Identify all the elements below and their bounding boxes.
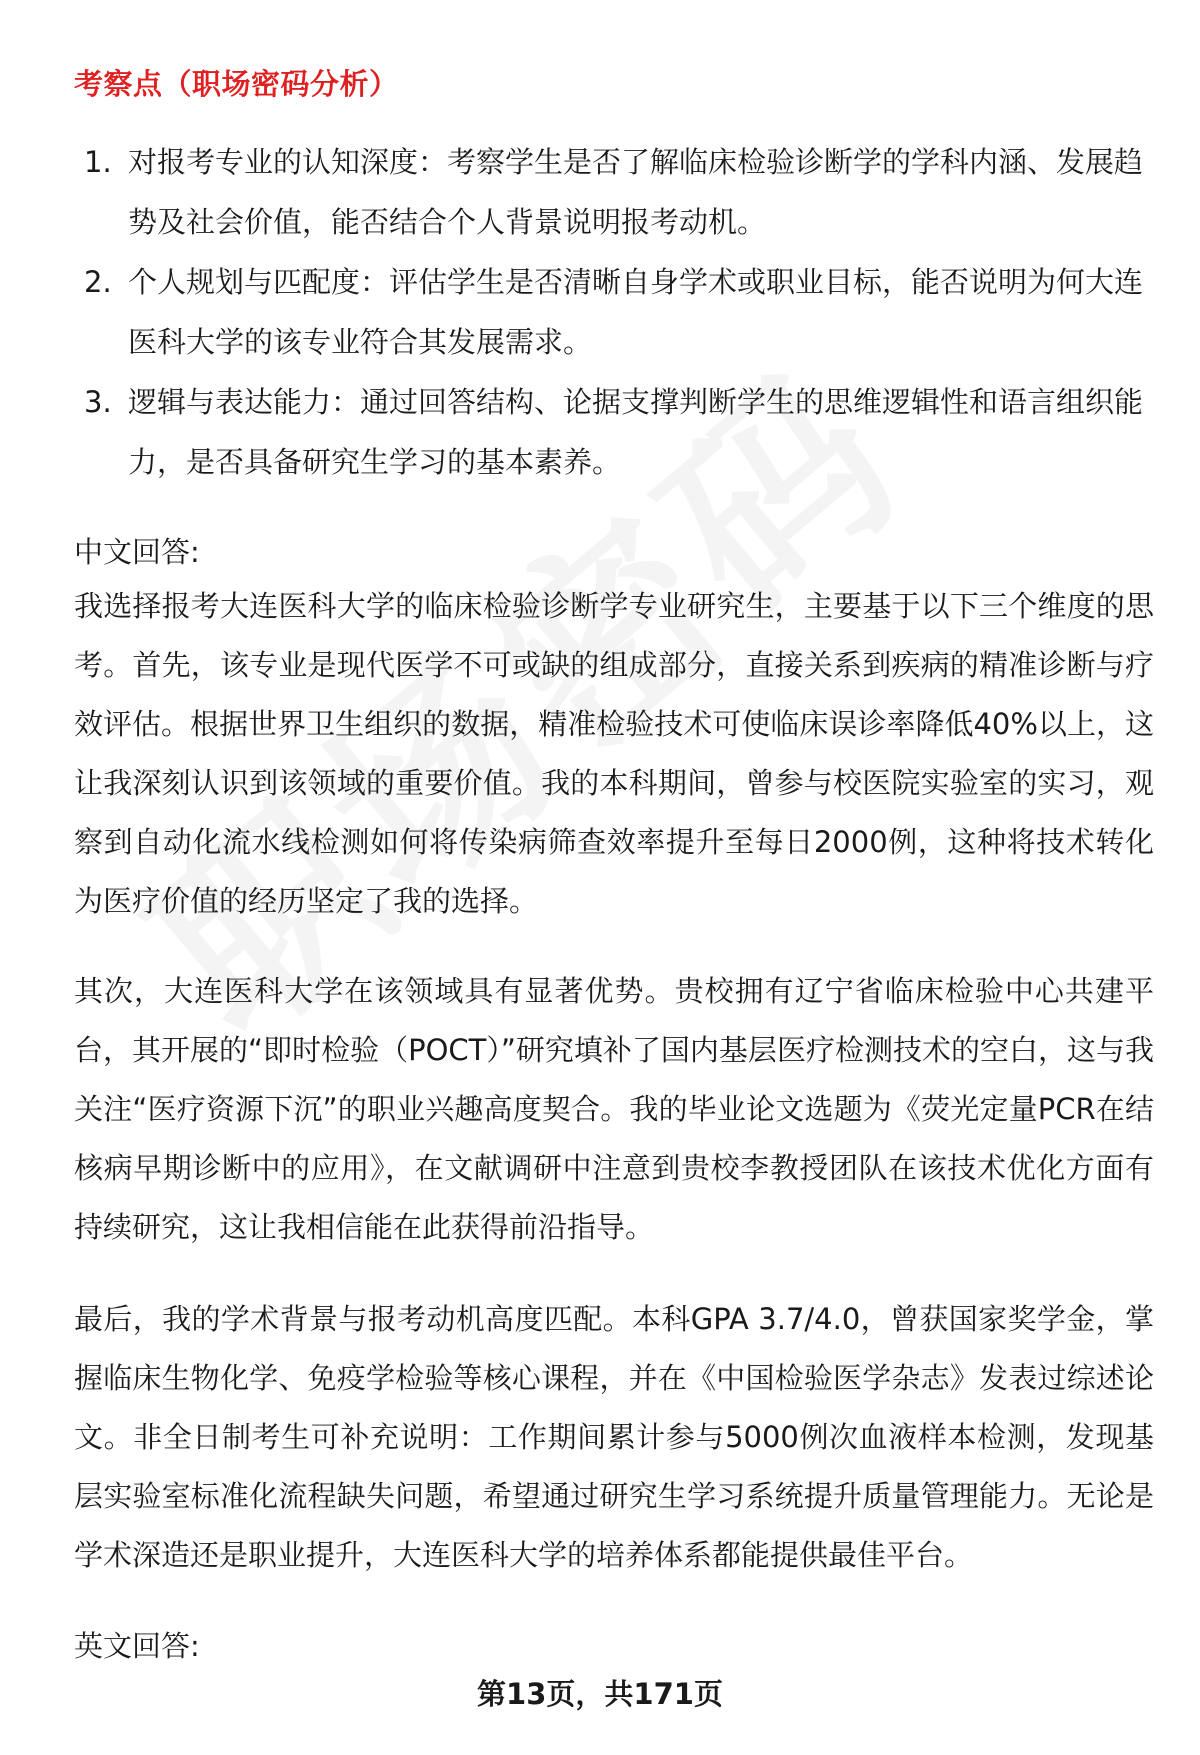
answer-paragraph-2: 其次，大连医科大学在该领域具有显著优势。贵校拥有辽宁省临床检验中心共建平台，其开展的“即时检验（POCT）”研究填补了国内基层医疗检测技术的空白，这与我关注“医疗资源下沉”的职业兴趣高度契合。我的毕业论文选题为《荧光定量PCR在结核病早期诊断中的应用》，在文献调研中注意到贵校李教授团队在该技术优化方面有持续研究，这让我相信能在此获得前沿指导。 (74, 974, 1154, 1244)
list-item-text: 逻辑与表达能力：通过回答结构、论据支撑判断学生的思维逻辑性和语言组织能力，是否具备研究生学习的基本素养。 (128, 385, 1144, 479)
english-answer-label: 英文回答: (74, 1629, 200, 1663)
section-heading: 考察点（职场密码分析） (74, 67, 399, 101)
list-item-number: 3. (84, 385, 112, 419)
chinese-answer-label: 中文回答: (74, 535, 200, 569)
list-item-text: 个人规划与匹配度：评估学生是否清晰自身学术或职业目标，能否说明为何大连医科大学的该专业符合其发展需求。 (128, 265, 1144, 359)
list-item-number: 2. (84, 265, 112, 299)
list-item (74, 372, 1144, 492)
list-item-text: 对报考专业的认知深度：考察学生是否了解临床检验诊断学的学科内涵、发展趋势及社会价值，能否结合个人背景说明报考动机。 (128, 145, 1144, 239)
page-number: 第13页，共171页 (477, 1677, 723, 1711)
answer-paragraph-3: 最后，我的学术背景与报考动机高度匹配。本科GPA 3.7/4.0，曾获国家奖学金，掌握临床生物化学、免疫学检验等核心课程，并在《中国检验医学杂志》发表过综述论文。非全日制考生可补充说明：工作期间累计参与5000例次血液样本检测，发现基层实验室标准化流程缺失问题，希望通过研究生学习系统提升质量管理能力。无论是学术深造还是职业提升，大连医科大学的培养体系都能提供最佳平台。 (74, 1302, 1154, 1572)
list-item (74, 252, 1144, 372)
exam-points-list (74, 132, 1144, 492)
answer-paragraph-1: 我选择报考大连医科大学的临床检验诊断学专业研究生，主要基于以下三个维度的思考。首先，该专业是现代医学不可或缺的组成部分，直接关系到疾病的精准诊断与疗效评估。根据世界卫生组织的数据，精准检验技术可使临床误诊率降低40%以上，这让我深刻认识到该领域的重要价值。我的本科期间，曾参与校医院实验室的实习，观察到自动化流水线检测如何将传染病筛查效率提升至每日2000例，这种将技术转化为医疗价值的经历坚定了我的选择。 (74, 589, 1154, 918)
list-item (74, 132, 1144, 252)
list-item-number: 1. (84, 145, 112, 179)
